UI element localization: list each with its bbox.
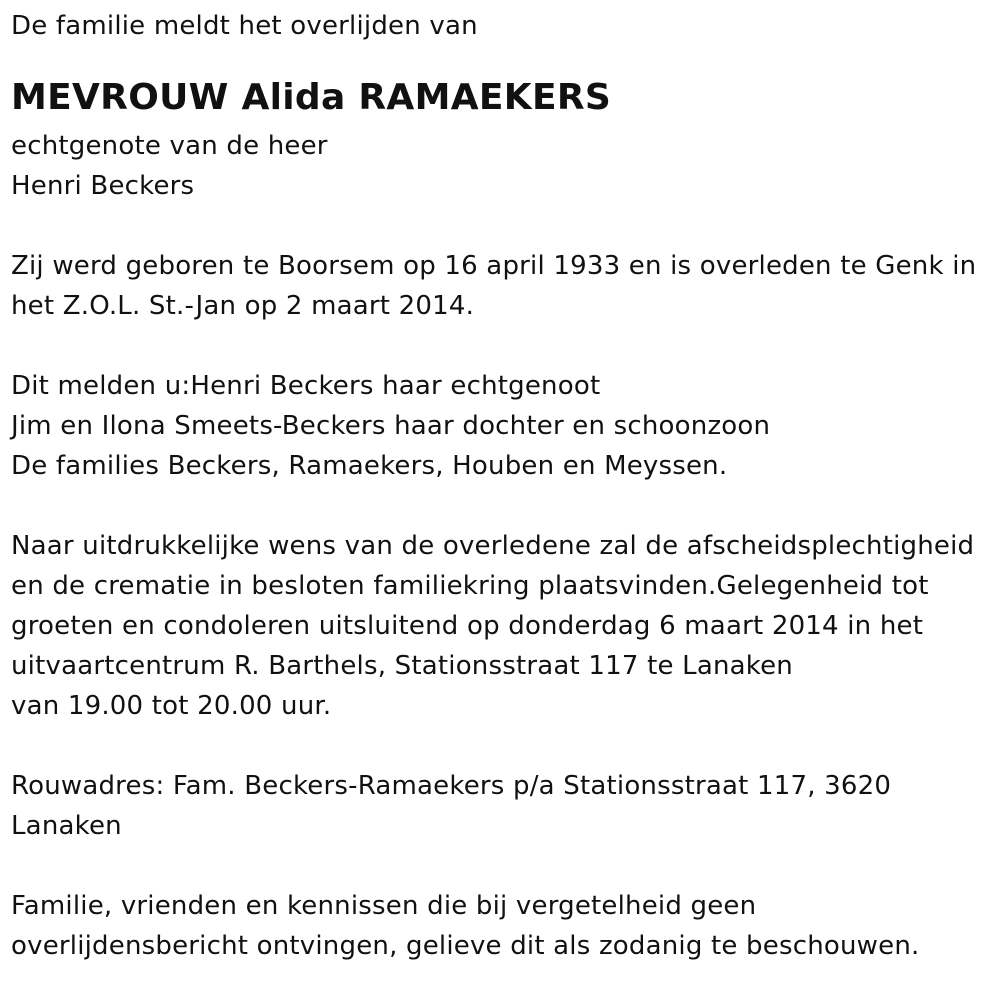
announcers-line-1: Dit melden u:Henri Beckers haar echtgenoot bbox=[11, 371, 601, 401]
farewell-line-4: uitvaartcentrum R. Barthels, Stationsstraat 117 te Lanaken bbox=[11, 651, 793, 681]
closing-line-1: Familie, vrienden en kennissen die bij vergetelheid geen bbox=[11, 891, 757, 921]
mourning-address-block bbox=[11, 766, 986, 846]
closing-block bbox=[11, 886, 986, 966]
deceased-name: MEVROUW Alida RAMAEKERS bbox=[11, 77, 612, 118]
spacer bbox=[11, 486, 986, 526]
closing-line-2: overlijdensbericht ontvingen, gelieve dit als zodanig te beschouwen. bbox=[11, 931, 920, 961]
announcers-line-2: Jim en Ilona Smeets-Beckers haar dochter en schoonzoon bbox=[11, 411, 771, 441]
farewell-line-3: groeten en condoleren uitsluitend op donderdag 6 maart 2014 in het bbox=[11, 611, 924, 641]
spouse-line-1: echtgenote van de heer bbox=[11, 131, 328, 161]
farewell-block bbox=[11, 526, 986, 726]
birth-death-line-2: het Z.O.L. St.-Jan op 2 maart 2014. bbox=[11, 291, 475, 321]
farewell-line-1: Naar uitdrukkelijke wens van de overledene zal de afscheidsplechtigheid bbox=[11, 531, 975, 561]
birth-death-line-1: Zij werd geboren te Boorsem op 16 april 1933 en is overleden te Genk in bbox=[11, 251, 977, 281]
spacer bbox=[11, 326, 986, 366]
spacer bbox=[11, 726, 986, 766]
announcers-line-3: De families Beckers, Ramaekers, Houben en Meyssen. bbox=[11, 451, 728, 481]
spouse-line-2: Henri Beckers bbox=[11, 171, 195, 201]
birth-death-block bbox=[11, 246, 986, 326]
mourning-address-line-1: Rouwadres: Fam. Beckers-Ramaekers p/a Stationsstraat 117, 3620 bbox=[11, 771, 892, 801]
announcers-block bbox=[11, 366, 986, 486]
spacer bbox=[11, 846, 986, 886]
intro-text: De familie meldt het overlijden van bbox=[11, 11, 478, 41]
spouse-block bbox=[11, 126, 986, 206]
death-notice bbox=[11, 6, 986, 966]
mourning-address-line-2: Lanaken bbox=[11, 811, 122, 841]
farewell-line-5: van 19.00 tot 20.00 uur. bbox=[11, 691, 332, 721]
farewell-line-2: en de crematie in besloten familiekring plaatsvinden.Gelegenheid tot bbox=[11, 571, 929, 601]
spacer bbox=[11, 206, 986, 246]
